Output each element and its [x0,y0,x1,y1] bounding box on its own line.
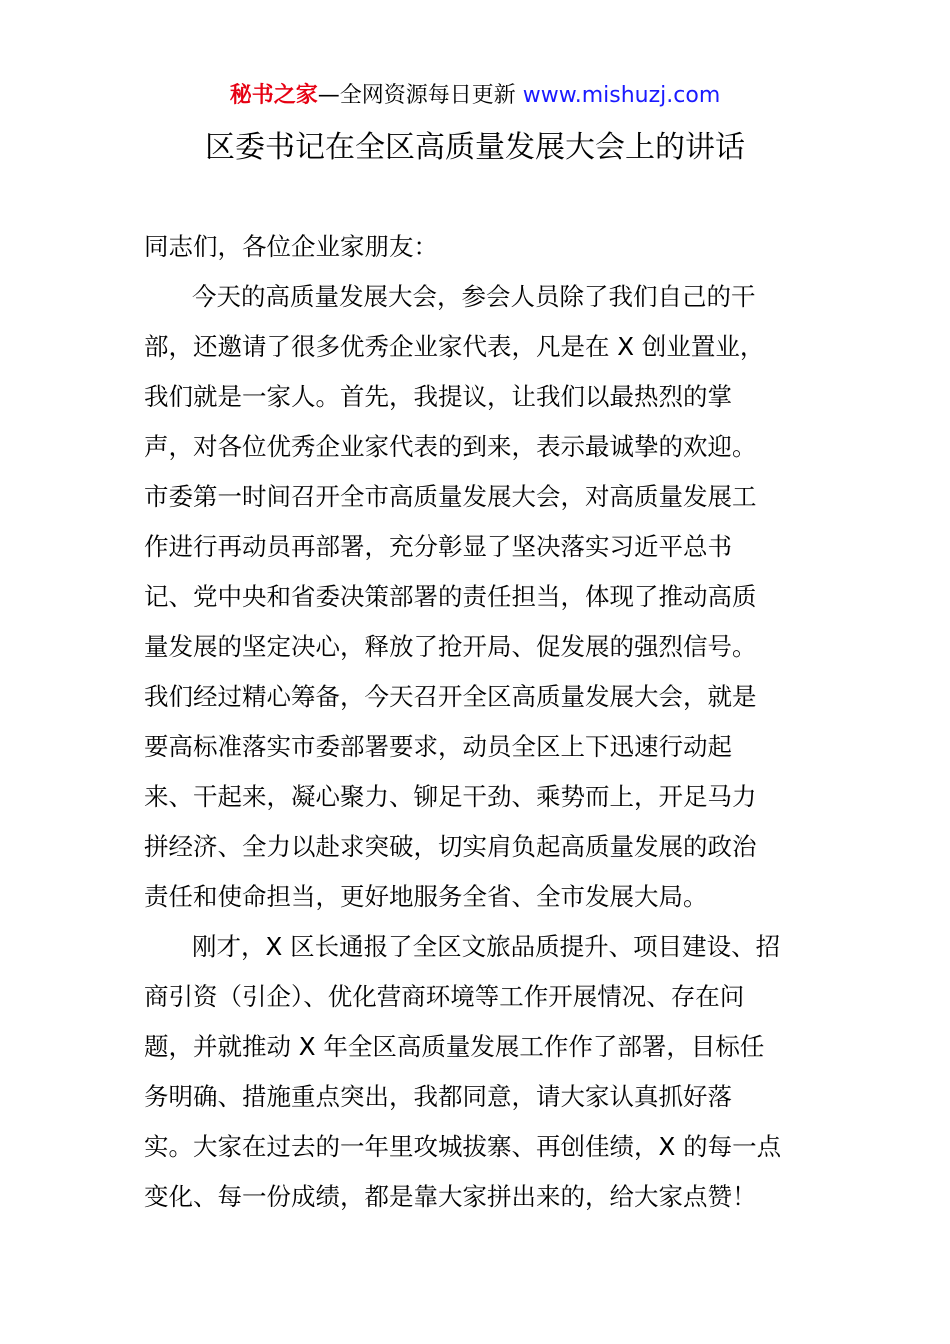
text-line: 市委第一时间召开全市高质量发展大会，对高质量发展工 [144,482,757,511]
text-line: 部，还邀请了很多优秀企业家代表，凡是在 X 创业置业， [144,332,765,361]
text-line: 责任和使命担当，更好地服务全省、全市发展大局。 [144,882,708,911]
document-body [144,222,810,1222]
text-line: 声，对各位优秀企业家代表的到来，表示最诚挚的欢迎。 [144,432,757,461]
document-title: 区委书记在全区高质量发展大会上的讲话 [205,130,745,165]
text-line: 要高标准落实市委部署要求，动员全区上下迅速行动起 [144,732,732,761]
text-line: 来、干起来，凝心聚力、铆足干劲、乘势而上，开足马力 [144,782,757,811]
text-line: 我们就是一家人。首先，我提议，让我们以最热烈的掌 [144,382,732,411]
text-line: 实。大家在过去的一年里攻城拔寨、再创佳绩，X 的每一点 [144,1132,782,1161]
text-line: 刚才，X 区长通报了全区文旅品质提升、项目建设、招 [192,932,781,961]
text-line: 变化、每一份成绩，都是靠大家拼出来的，给大家点赞！ [144,1182,757,1211]
text-line: 今天的高质量发展大会，参会人员除了我们自己的干 [192,282,756,311]
text-line: 题，并就推动 X 年全区高质量发展工作作了部署，目标任 [144,1032,765,1061]
text-line: 商引资（引企）、优化营商环境等工作开展情况、存在问 [144,982,745,1011]
text-line: 作进行再动员再部署，充分彰显了坚决落实习近平总书 [144,532,732,561]
text-line: 务明确、措施重点突出，我都同意，请大家认真抓好落 [144,1082,732,1111]
brand-name: 秘书之家 [229,83,318,108]
text-line: 我们经过精心筹备，今天召开全区高质量发展大会，就是 [144,682,757,711]
site-header [0,80,950,112]
header-tagline: —全网资源每日更新 [317,83,523,108]
text-line: 量发展的坚定决心，释放了抢开局、促发展的强烈信号。 [144,632,757,661]
site-url-link[interactable]: www.mishuzj.com [522,83,721,108]
text-line: 同志们，各位企业家朋友： [144,232,438,261]
text-line: 记、党中央和省委决策部署的责任担当，体现了推动高质 [144,582,757,611]
text-line: 拼经济、全力以赴求突破，切实肩负起高质量发展的政治 [144,832,757,861]
